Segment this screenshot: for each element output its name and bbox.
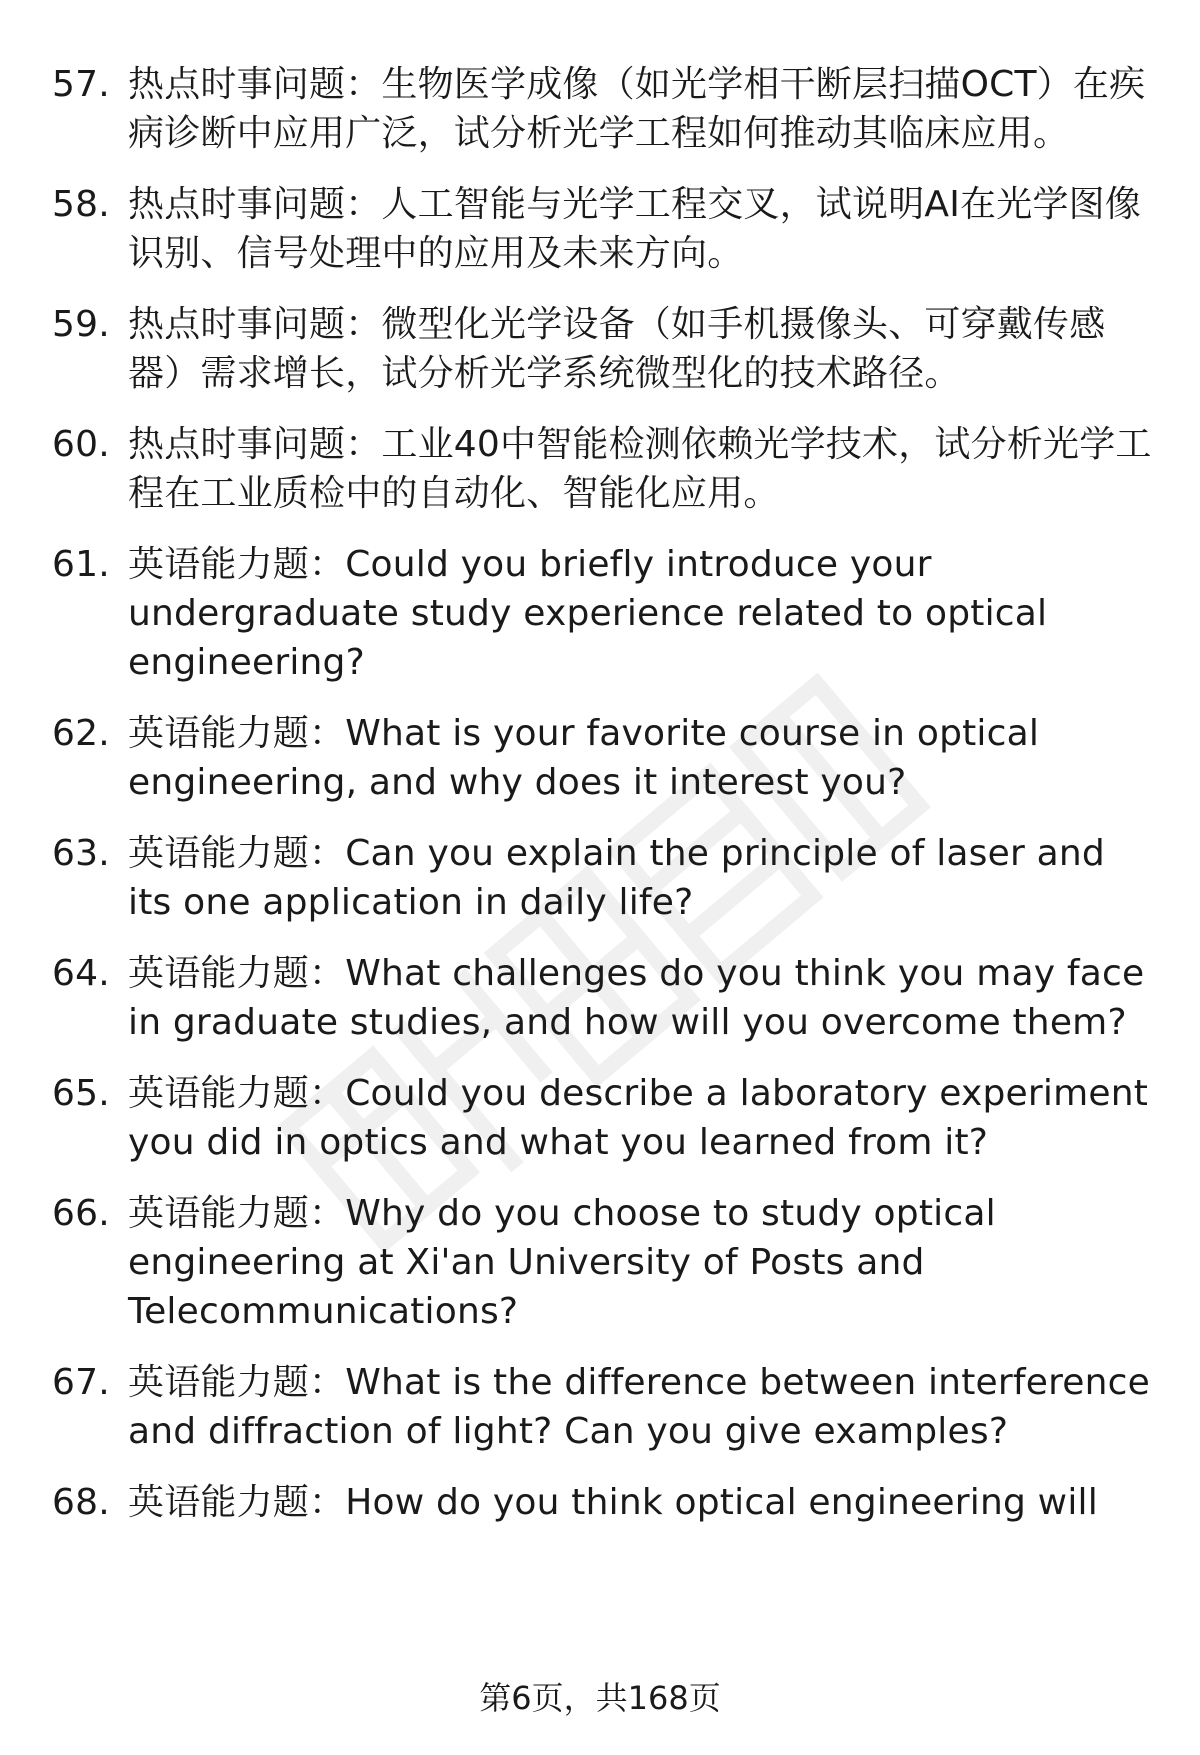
question-text: 英语能力题：What is the difference between interference and diffraction of light? Can you give examples? bbox=[128, 1362, 1151, 1452]
question-number: 65. bbox=[52, 1073, 110, 1114]
question-text: 英语能力题：Can you explain the principle of laser and its one application in daily life? bbox=[128, 833, 1105, 923]
question-item bbox=[0, 829, 1200, 927]
question-item bbox=[0, 1478, 1200, 1527]
question-item bbox=[0, 1069, 1200, 1167]
question-text: 英语能力题：How do you think optical engineering will bbox=[128, 1482, 1098, 1523]
question-number: 58. bbox=[52, 184, 110, 225]
question-text: 英语能力题：What is your favorite course in optical engineering, and why does it interest you? bbox=[128, 713, 1040, 803]
question-text: 热点时事问题：生物医学成像（如光学相干断层扫描OCT）在疾病诊断中应用广泛，试分析光学工程如何推动其临床应用。 bbox=[128, 64, 1146, 154]
question-number: 68. bbox=[52, 1482, 110, 1523]
question-text: 热点时事问题：人工智能与光学工程交叉，试说明AI在光学图像识别、信号处理中的应用及未来方向。 bbox=[128, 184, 1142, 274]
question-text: 英语能力题：Could you briefly introduce your undergraduate study experience related to optical engineering? bbox=[128, 544, 1048, 683]
question-item bbox=[0, 180, 1200, 278]
question-text: 英语能力题：Why do you choose to study optical engineering at Xi'an University of Posts and Telecommunications? bbox=[128, 1193, 996, 1332]
question-item bbox=[0, 1358, 1200, 1456]
question-number: 63. bbox=[52, 833, 110, 874]
question-item bbox=[0, 540, 1200, 687]
question-text: 英语能力题：Could you describe a laboratory experiment you did in optics and what you learned from it? bbox=[128, 1073, 1149, 1163]
question-list bbox=[0, 60, 1200, 1527]
question-item bbox=[0, 949, 1200, 1047]
question-number: 60. bbox=[52, 424, 110, 465]
question-item bbox=[0, 709, 1200, 807]
question-text: 热点时事问题：微型化光学设备（如手机摄像头、可穿戴传感器）需求增长，试分析光学系统微型化的技术路径。 bbox=[128, 304, 1106, 394]
question-number: 66. bbox=[52, 1193, 110, 1234]
question-number: 59. bbox=[52, 304, 110, 345]
question-text: 英语能力题：What challenges do you think you may face in graduate studies, and how will you overcome them? bbox=[128, 953, 1145, 1043]
question-number: 62. bbox=[52, 713, 110, 754]
question-item bbox=[0, 60, 1200, 158]
question-number: 67. bbox=[52, 1362, 110, 1403]
page-footer: 第6页，共168页 bbox=[479, 1679, 721, 1717]
question-text: 热点时事问题：工业40中智能检测依赖光学技术，试分析光学工程在工业质检中的自动化、智能化应用。 bbox=[128, 424, 1152, 514]
question-number: 64. bbox=[52, 953, 110, 994]
question-item bbox=[0, 1189, 1200, 1336]
question-number: 57. bbox=[52, 64, 110, 105]
question-number: 61. bbox=[52, 544, 110, 585]
question-item bbox=[0, 420, 1200, 518]
question-item bbox=[0, 300, 1200, 398]
